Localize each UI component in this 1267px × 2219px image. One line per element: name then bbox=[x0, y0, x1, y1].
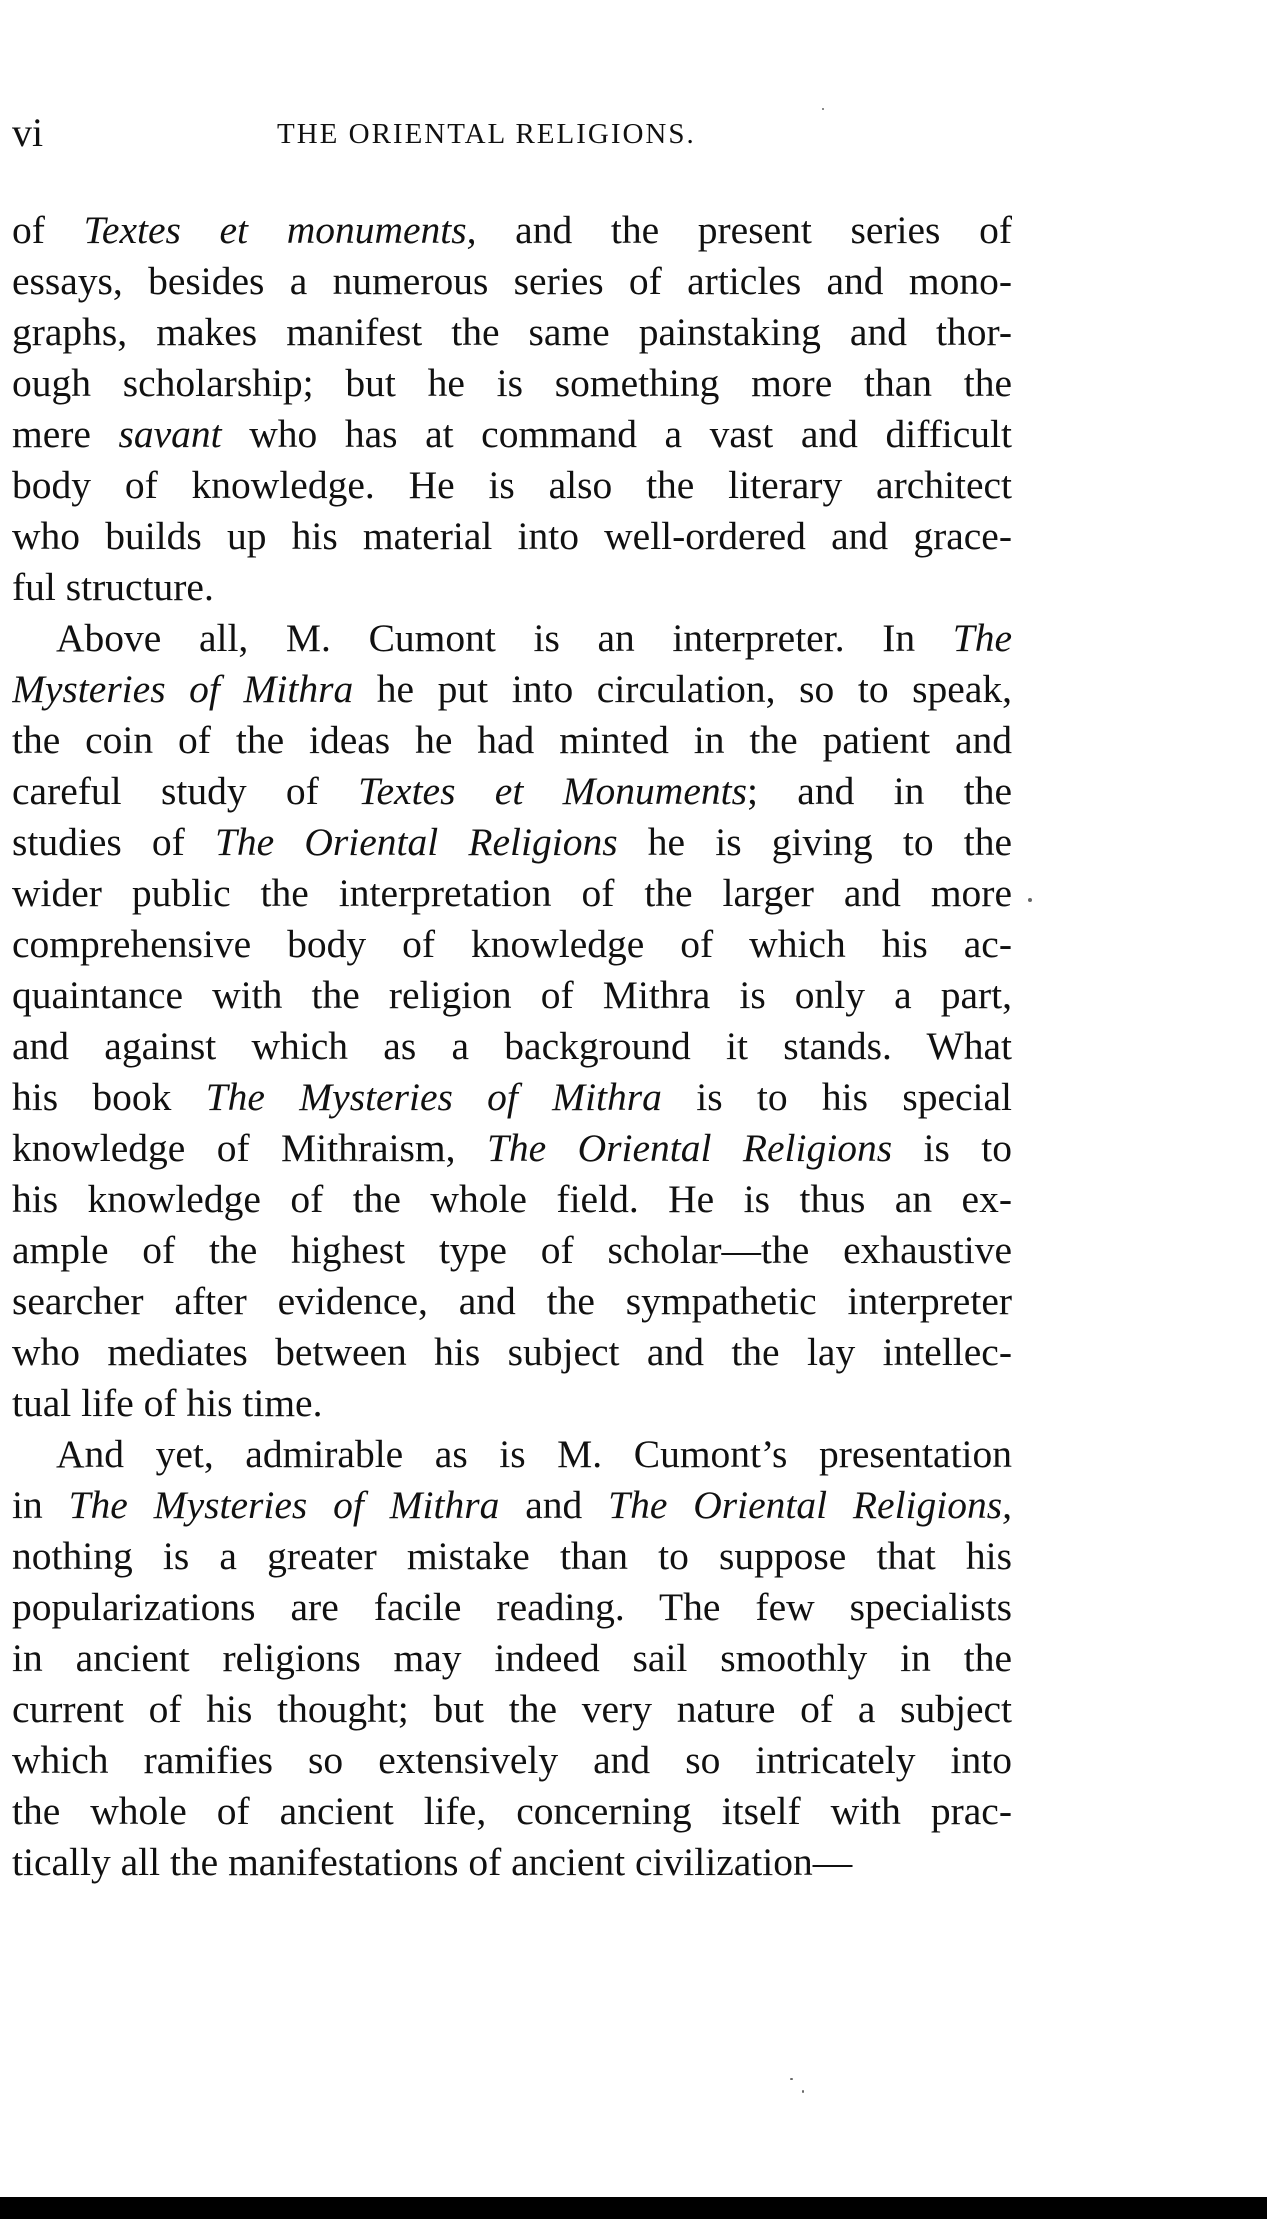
text-run: tically all the manifestations of ancient civilization— bbox=[12, 1840, 853, 1884]
text-line bbox=[12, 1837, 1012, 1888]
text-run: ough scholarship; but he is something more than the bbox=[12, 361, 1012, 405]
text-run: ful structure. bbox=[12, 565, 214, 609]
page-header bbox=[12, 108, 1012, 158]
text-line bbox=[12, 205, 1012, 256]
italic-title: Textes et monuments, bbox=[83, 208, 477, 252]
italic-title: Textes et Monuments bbox=[358, 769, 747, 813]
text-line bbox=[12, 1735, 1012, 1786]
text-run: in bbox=[12, 1483, 69, 1527]
text-run: studies of bbox=[12, 820, 215, 864]
text-line bbox=[12, 1582, 1012, 1633]
text-run: searcher after evidence, and the sympathetic interpreter bbox=[12, 1279, 1012, 1323]
text-line bbox=[12, 1531, 1012, 1582]
italic-title: The Mysteries of Mithra bbox=[68, 1483, 500, 1527]
text-line bbox=[12, 460, 1012, 511]
italic-title: The Oriental Religions, bbox=[608, 1483, 1012, 1527]
paragraph bbox=[12, 613, 1012, 1429]
text-line bbox=[12, 970, 1012, 1021]
scan-speck bbox=[1028, 898, 1032, 902]
text-run: he put into circulation, so to speak, bbox=[353, 667, 1012, 711]
text-run: the coin of the ideas he had minted in the patient and bbox=[12, 718, 1012, 762]
italic-title: The Mysteries of Mithra bbox=[205, 1075, 662, 1119]
text-line bbox=[12, 715, 1012, 766]
text-run: current of his thought; but the very nature of a subject bbox=[12, 1687, 1012, 1731]
italic-title: The Oriental Religions bbox=[486, 1126, 893, 1170]
text-run: nothing is a greater mistake than to suppose that his bbox=[12, 1534, 1012, 1578]
text-run: graphs, makes manifest the same painstaking and thor- bbox=[12, 310, 1012, 354]
text-run: and bbox=[499, 1483, 609, 1527]
paragraph bbox=[12, 205, 1012, 613]
text-line bbox=[12, 1123, 1012, 1174]
text-run: And yet, admirable as is M. Cumont’s presentation bbox=[56, 1432, 1012, 1476]
text-run: ; and in the bbox=[746, 769, 1012, 813]
text-run: tual life of his time. bbox=[12, 1381, 323, 1425]
text-run: quaintance with the religion of Mithra is only a part, bbox=[12, 973, 1012, 1017]
text-line bbox=[12, 1429, 1012, 1480]
text-line bbox=[12, 1480, 1012, 1531]
text-run: and the present series of bbox=[476, 208, 1012, 252]
text-line bbox=[12, 1327, 1012, 1378]
scan-edge-bar bbox=[0, 2197, 1267, 2219]
page-number: vi bbox=[12, 110, 44, 155]
text-run: is to his special bbox=[661, 1075, 1012, 1119]
text-run: who has at command a vast and difficult bbox=[221, 412, 1012, 456]
running-title: THE ORIENTAL RELIGIONS. bbox=[277, 118, 696, 150]
text-line bbox=[12, 256, 1012, 307]
text-run: the whole of ancient life, concerning itself with prac- bbox=[12, 1789, 1012, 1833]
text-line bbox=[12, 1633, 1012, 1684]
text-run: in ancient religions may indeed sail smoothly in the bbox=[12, 1636, 1012, 1680]
text-run: he is giving to the bbox=[617, 820, 1012, 864]
text-run: is to bbox=[892, 1126, 1012, 1170]
text-line bbox=[12, 511, 1012, 562]
text-line bbox=[12, 1684, 1012, 1735]
scan-speck bbox=[802, 2090, 804, 2093]
text-line bbox=[12, 562, 1012, 613]
text-run: his knowledge of the whole field. He is thus an ex- bbox=[12, 1177, 1012, 1221]
text-line bbox=[12, 919, 1012, 970]
text-run: and against which as a background it stands. What bbox=[12, 1024, 1012, 1068]
text-line bbox=[12, 664, 1012, 715]
italic-title: The bbox=[952, 616, 1012, 660]
text-line bbox=[12, 1378, 1012, 1429]
text-run: essays, besides a numerous series of articles and mono- bbox=[12, 259, 1012, 303]
text-line bbox=[12, 409, 1012, 460]
text-run: ample of the highest type of scholar—the exhaustive bbox=[12, 1228, 1012, 1272]
text-line bbox=[12, 1021, 1012, 1072]
text-run: comprehensive body of knowledge of which his ac- bbox=[12, 922, 1012, 966]
text-run: who builds up his material into well-ordered and grace- bbox=[12, 514, 1012, 558]
text-run: mere bbox=[12, 412, 119, 456]
text-run: knowledge of Mithraism, bbox=[12, 1126, 487, 1170]
italic-title: Mysteries of Mithra bbox=[12, 667, 354, 711]
text-line bbox=[12, 766, 1012, 817]
text-run: of bbox=[12, 208, 84, 252]
italic-title: The Oriental Religions bbox=[214, 820, 618, 864]
text-line bbox=[12, 613, 1012, 664]
text-run: Above all, M. Cumont is an interpreter. In bbox=[56, 616, 953, 660]
text-line bbox=[12, 817, 1012, 868]
text-line bbox=[12, 358, 1012, 409]
text-run: body of knowledge. He is also the literary architect bbox=[12, 463, 1012, 507]
text-line bbox=[12, 1276, 1012, 1327]
text-line bbox=[12, 1225, 1012, 1276]
text-run: popularizations are facile reading. The few specialists bbox=[12, 1585, 1012, 1629]
text-run: wider public the interpretation of the larger and more bbox=[12, 871, 1012, 915]
text-line bbox=[12, 1174, 1012, 1225]
text-line bbox=[12, 1072, 1012, 1123]
text-line bbox=[12, 868, 1012, 919]
text-line bbox=[12, 1786, 1012, 1837]
scan-speck bbox=[790, 2078, 793, 2080]
text-run: which ramifies so extensively and so intricately into bbox=[12, 1738, 1012, 1782]
body-text bbox=[12, 205, 1012, 1888]
scan-speck bbox=[822, 108, 824, 110]
paragraph bbox=[12, 1429, 1012, 1888]
text-line bbox=[12, 307, 1012, 358]
text-run: who mediates between his subject and the lay intellec- bbox=[12, 1330, 1012, 1374]
text-run: his book bbox=[12, 1075, 206, 1119]
italic-title: savant bbox=[118, 412, 222, 456]
text-run: careful study of bbox=[12, 769, 359, 813]
